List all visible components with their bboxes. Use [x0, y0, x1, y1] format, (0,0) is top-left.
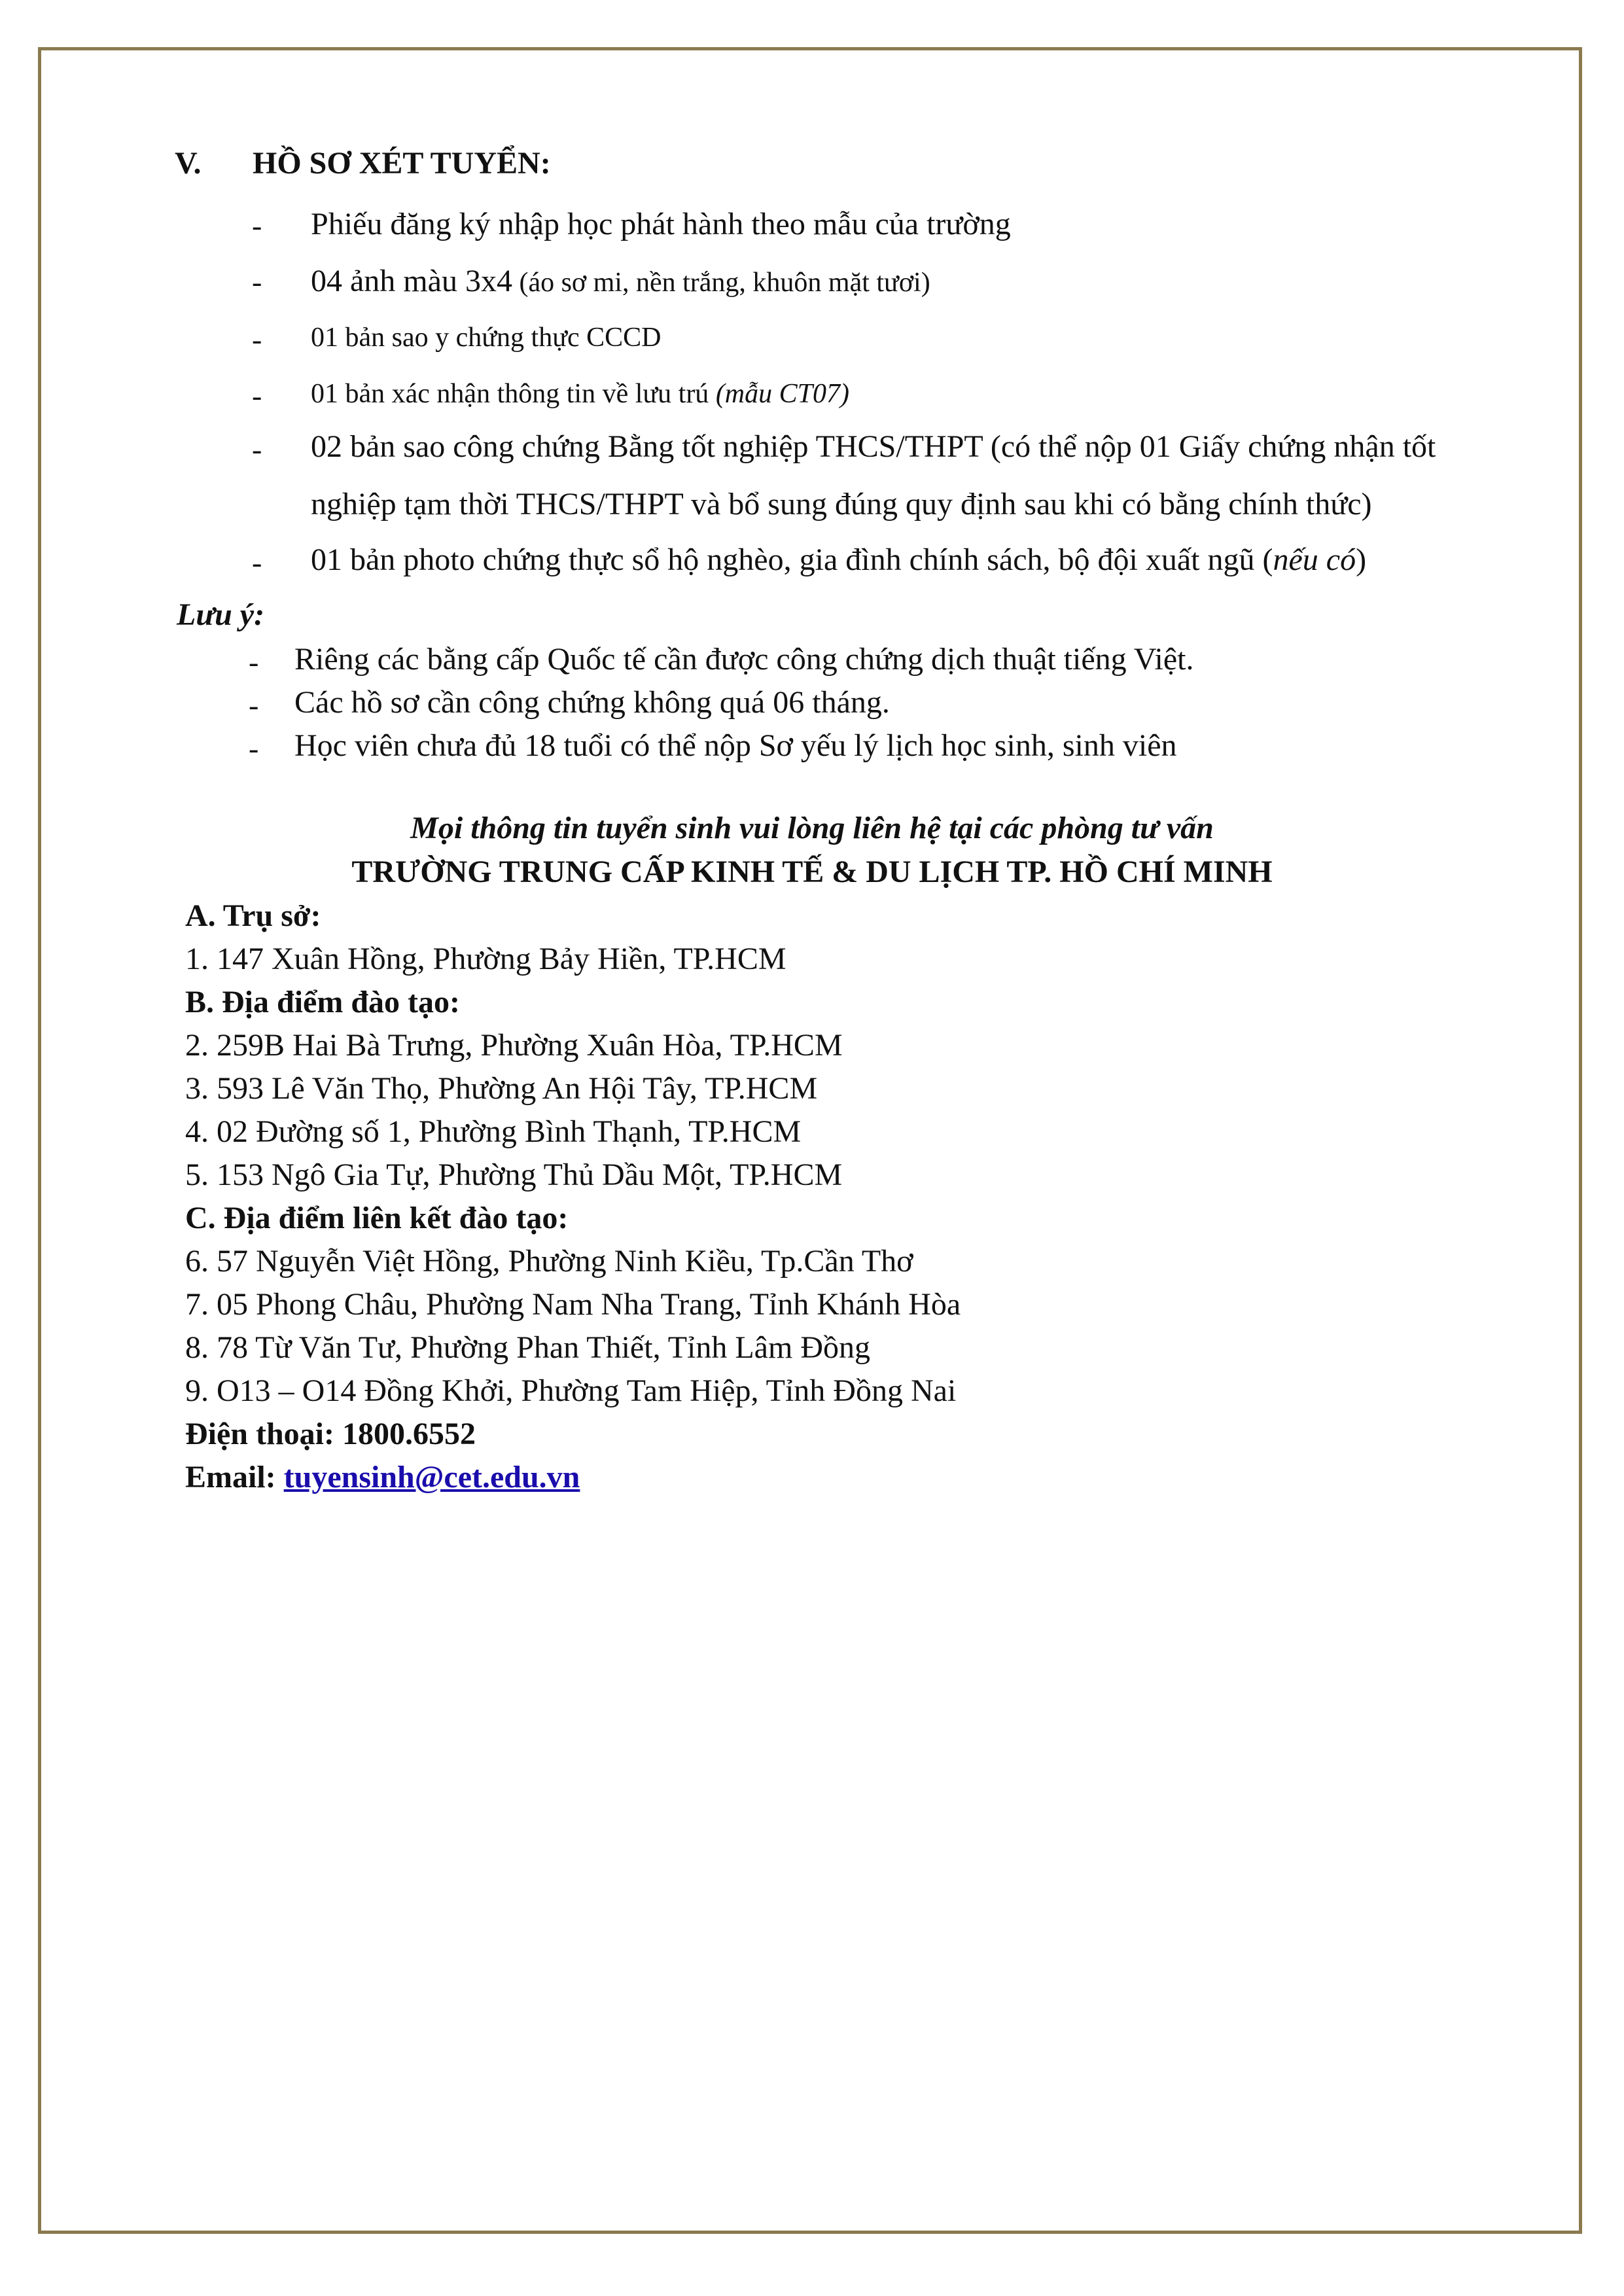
bullet-dash: -: [252, 265, 262, 298]
address-1: 1. 147 Xuân Hồng, Phường Bảy Hiền, TP.HCM: [185, 942, 786, 976]
note-item-1: Riêng các bằng cấp Quốc tế cần được công chứng dịch thuật tiếng Việt.: [294, 642, 1194, 677]
doc-item-3: 01 bản sao y chứng thực CCCD: [311, 323, 662, 353]
school-name: TRƯỜNG TRUNG CẤP KINH TẾ & DU LỊCH TP. HỒ CHÍ MINH: [351, 855, 1273, 889]
phone-line: Điện thoại: 1800.6552: [185, 1417, 476, 1451]
notes-title: Lưu ý:: [177, 597, 265, 632]
doc-item-5: 02 bản sao công chứng Bằng tốt nghiệp THCS/THPT (có thể nộp 01 Giấy chứng nhận tốt: [311, 429, 1436, 464]
address-9: 9. O13 – O14 Đồng Khởi, Phường Tam Hiệp, Tỉnh Đồng Nai: [185, 1373, 957, 1408]
contact-intro: Mọi thông tin tuyển sinh vui lòng liên hệ tại các phòng tư vấn: [410, 811, 1214, 845]
doc-item-4: [311, 378, 849, 410]
doc-item-6-close: ): [1356, 542, 1367, 577]
address-2: 2. 259B Hai Bà Trưng, Phường Xuân Hòa, TP.HCM: [185, 1028, 843, 1063]
doc-item-4-main: 01 bản xác nhận thông tin về lưu trú: [311, 379, 709, 409]
bullet-dash: -: [252, 323, 262, 356]
doc-item-2-detail: (áo sơ mi, nền trắng, khuôn mặt tươi): [512, 268, 930, 298]
email-link[interactable]: tuyensinh@cet.edu.vn: [283, 1460, 580, 1494]
email-line: [185, 1459, 580, 1495]
address-7: 7. 05 Phong Châu, Phường Nam Nha Trang, Tỉnh Khánh Hòa: [185, 1287, 961, 1322]
heading-headquarters: A. Trụ sở:: [185, 898, 321, 933]
address-3: 3. 593 Lê Văn Thọ, Phường An Hội Tây, TP.HCM: [185, 1071, 818, 1106]
address-5: 5. 153 Ngô Gia Tự, Phường Thủ Dầu Một, TP.HCM: [185, 1157, 843, 1192]
bullet-dash: -: [249, 732, 259, 765]
doc-item-2-main: 04 ảnh màu 3x4: [311, 264, 512, 298]
doc-item-6: [311, 542, 1366, 578]
bullet-dash: -: [252, 209, 262, 242]
section-title: HỒ SƠ XÉT TUYỂN:: [253, 146, 551, 181]
doc-item-1: Phiếu đăng ký nhập học phát hành theo mẫu của trường: [311, 207, 1011, 241]
note-item-3: Học viên chưa đủ 18 tuổi có thể nộp Sơ yếu lý lịch học sinh, sinh viên: [294, 728, 1177, 763]
email-label: Email:: [185, 1460, 284, 1494]
heading-partner-sites: C. Địa điểm liên kết đào tạo:: [185, 1201, 569, 1235]
heading-training-sites: B. Địa điểm đào tạo:: [185, 985, 460, 1019]
doc-item-5-cont: nghiệp tạm thời THCS/THPT và bổ sung đúng quy định sau khi có bằng chính thức): [311, 487, 1372, 521]
doc-item-6-main: 01 bản photo chứng thực sổ hộ nghèo, gia đình chính sách, bộ đội xuất ngũ (: [311, 542, 1273, 577]
doc-item-6-note: nếu có: [1273, 542, 1356, 577]
note-item-2: Các hồ sơ cần công chứng không quá 06 tháng.: [294, 685, 890, 720]
doc-item-4-form: (mẫu CT07): [715, 379, 849, 409]
address-6: 6. 57 Nguyễn Việt Hồng, Phường Ninh Kiều, Tp.Cần Thơ: [185, 1244, 913, 1279]
section-number: V.: [175, 146, 202, 181]
bullet-dash: -: [249, 645, 259, 679]
address-4: 4. 02 Đường số 1, Phường Bình Thạnh, TP.HCM: [185, 1114, 802, 1149]
doc-item-2: [311, 263, 930, 299]
bullet-dash: -: [252, 546, 262, 579]
address-8: 8. 78 Từ Văn Tư, Phường Phan Thiết, Tỉnh Lâm Đồng: [185, 1330, 870, 1365]
bullet-dash: -: [249, 688, 259, 722]
bullet-dash: -: [252, 433, 262, 466]
bullet-dash: -: [252, 379, 262, 412]
